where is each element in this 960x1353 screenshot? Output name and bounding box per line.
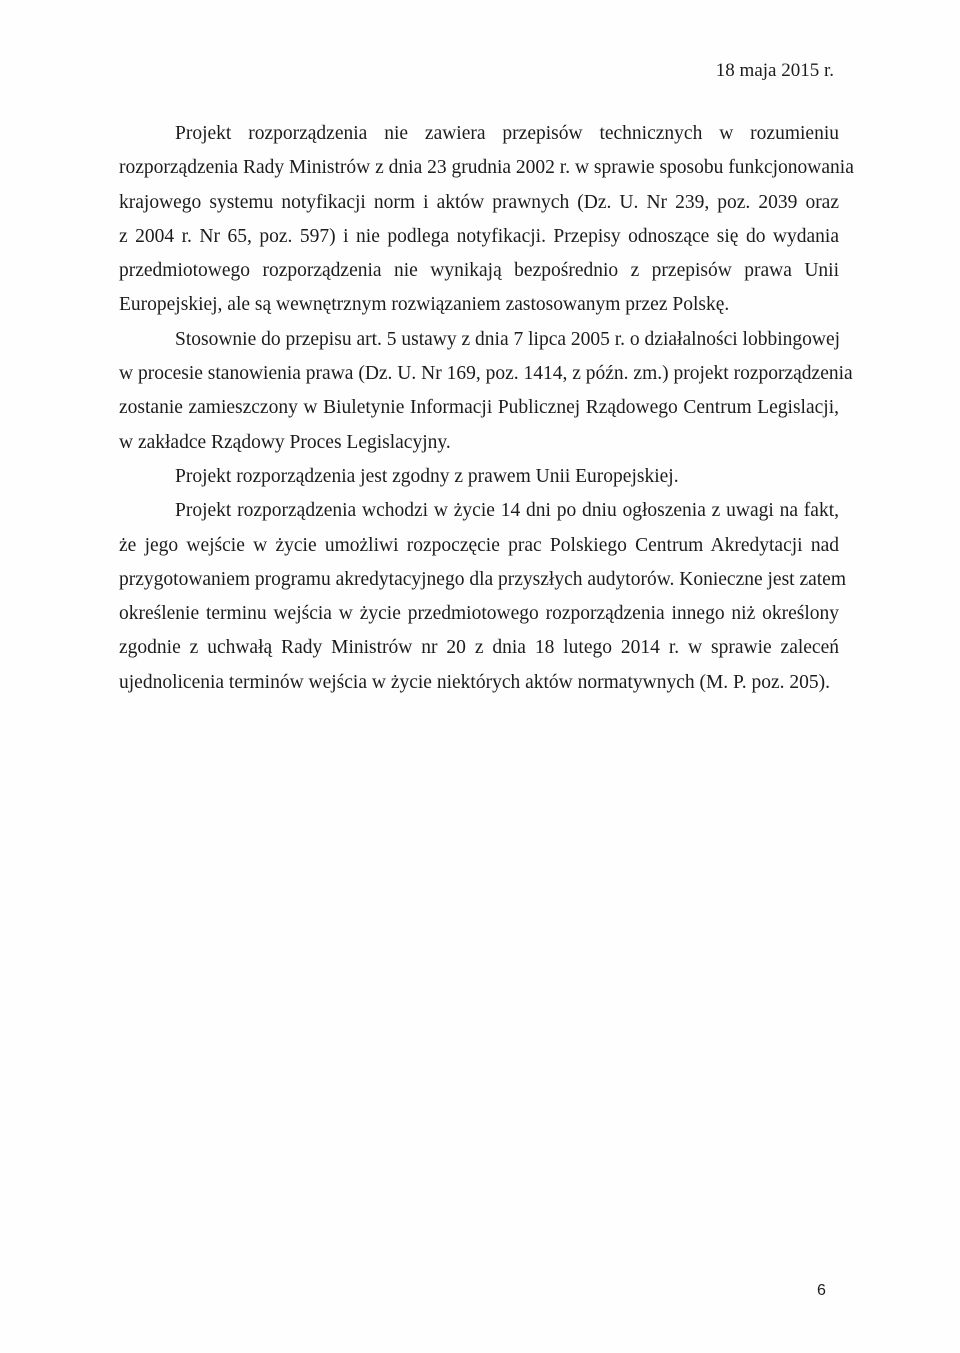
paragraph-line: ujednolicenia terminów wejścia w życie niektórych aktów normatywnych (M. P. poz. 205). [119,671,831,693]
paragraph-line: Stosownie do przepisu art. 5 ustawy z dnia 7 lipca 2005 r. o działalności lobbingowej [175,328,841,350]
paragraph-line: Europejskiej, ale są wewnętrznym rozwiązaniem zastosowanym przez Polskę. [119,294,730,316]
paragraph-line: rozporządzenia Rady Ministrów z dnia 23 grudnia 2002 r. w sprawie sposobu funkcjonowania [119,157,854,179]
page-number: 6 [817,1282,826,1299]
paragraph-line: Projekt rozporządzenia nie zawiera przepisów technicznych w rozumieniu [175,123,839,144]
paragraph-line: w zakładce Rządowy Proces Legislacyjny. [119,431,451,453]
paragraph-line: określenie terminu wejścia w życie przedmiotowego rozporządzenia innego niż określony [119,603,839,625]
paragraph-line: przygotowaniem programu akredytacyjnego dla przyszłych audytorów. Konieczne jest zatem [119,568,847,590]
document-body [119,117,854,700]
document-date: 18 maja 2015 r. [715,60,834,81]
paragraph-line: Projekt rozporządzenia wchodzi w życie 14 dni po dniu ogłoszenia z uwagi na fakt, [175,500,839,522]
paragraph-line: z 2004 r. Nr 65, poz. 597) i nie podlega notyfikacji. Przepisy odnoszące się do wydania [119,225,839,247]
paragraph-line: zostanie zamieszczony w Biuletynie Informacji Publicznej Rządowego Centrum Legislacji, [119,397,839,419]
paragraph-line: przedmiotowego rozporządzenia nie wynikają bezpośrednio z przepisów prawa Unii [119,260,839,282]
paragraph-line: Projekt rozporządzenia jest zgodny z prawem Unii Europejskiej. [175,465,679,487]
paragraph-line: zgodnie z uchwałą Rady Ministrów nr 20 z dnia 18 lutego 2014 r. w sprawie zaleceń [119,637,839,659]
paragraph-line: krajowego systemu notyfikacji norm i aktów prawnych (Dz. U. Nr 239, poz. 2039 oraz [119,191,839,213]
paragraph-line: że jego wejście w życie umożliwi rozpoczęcie prac Polskiego Centrum Akredytacji nad [119,534,839,556]
paragraph-line: w procesie stanowienia prawa (Dz. U. Nr 169, poz. 1414, z późn. zm.) projekt rozporządzenia [119,363,853,385]
